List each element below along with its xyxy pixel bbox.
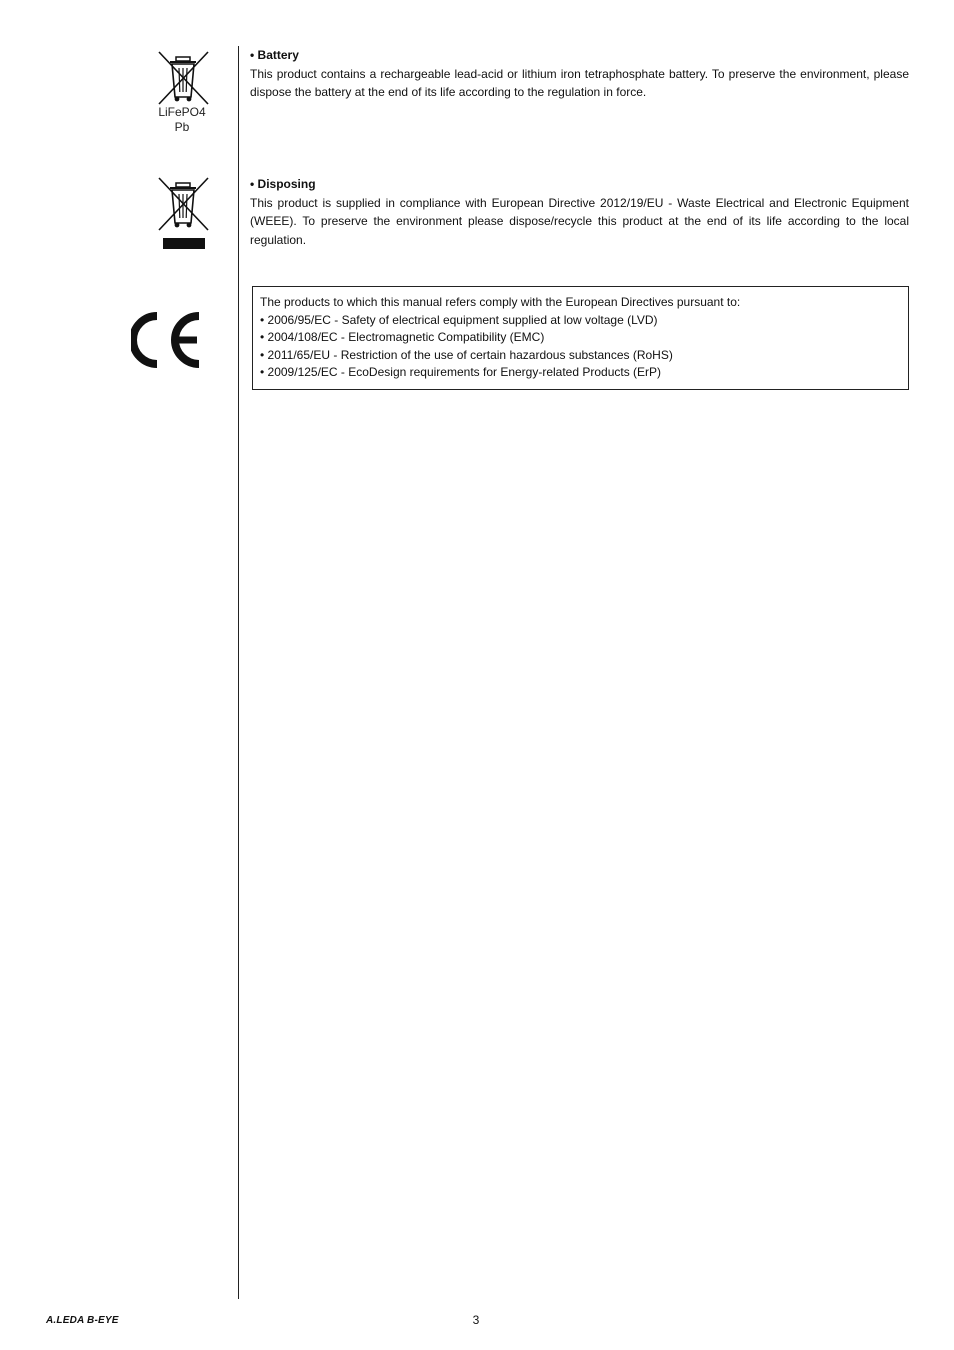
battery-text: This product contains a rechargeable lead-acid or lithium iron tetraphosphate battery. To preserve the environment, please dispose the battery at the end of its life according to the regulation in force. bbox=[250, 66, 909, 100]
ce-mark-icon bbox=[131, 312, 205, 368]
disposing-title: • Disposing bbox=[250, 177, 316, 191]
crossed-bin-icon bbox=[155, 176, 211, 232]
directives-list bbox=[260, 312, 901, 382]
directive-item: • 2009/125/EC - EcoDesign requirements for Energy-related Products (ErP) bbox=[260, 365, 662, 379]
directive-item: • 2006/95/EC - Safety of electrical equipment supplied at low voltage (LVD) bbox=[260, 312, 658, 327]
directive-item: • 2011/65/EU - Restriction of the use of certain hazardous substances (RoHS) bbox=[260, 347, 673, 362]
footer-brand: A.LEDA B-EYE bbox=[46, 1315, 119, 1326]
battery-title: • Battery bbox=[250, 48, 299, 62]
battery-chemistry-label: Pb bbox=[174, 120, 190, 134]
compliance-box bbox=[252, 286, 909, 390]
crossed-bin-icon bbox=[155, 50, 211, 106]
compliance-intro: The products to which this manual refers comply with the European Directives pursuant to: bbox=[260, 295, 741, 309]
disposing-section bbox=[250, 175, 909, 249]
battery-section bbox=[250, 46, 909, 102]
weee-solid-bar bbox=[163, 238, 205, 249]
column-divider bbox=[238, 46, 239, 1299]
directive-item: • 2004/108/EC - Electromagnetic Compatibility (EMC) bbox=[260, 330, 545, 344]
disposing-text: This product is supplied in compliance with European Directive 2012/19/EU - Waste Electrical and Electronic Equipment (WEEE). To preserve the environment please dispose/recycle this product at the end of its life according to the local regulation. bbox=[250, 195, 909, 247]
page-number: 3 bbox=[472, 1313, 480, 1327]
battery-chemistry-label: LiFePO4 bbox=[158, 105, 206, 119]
